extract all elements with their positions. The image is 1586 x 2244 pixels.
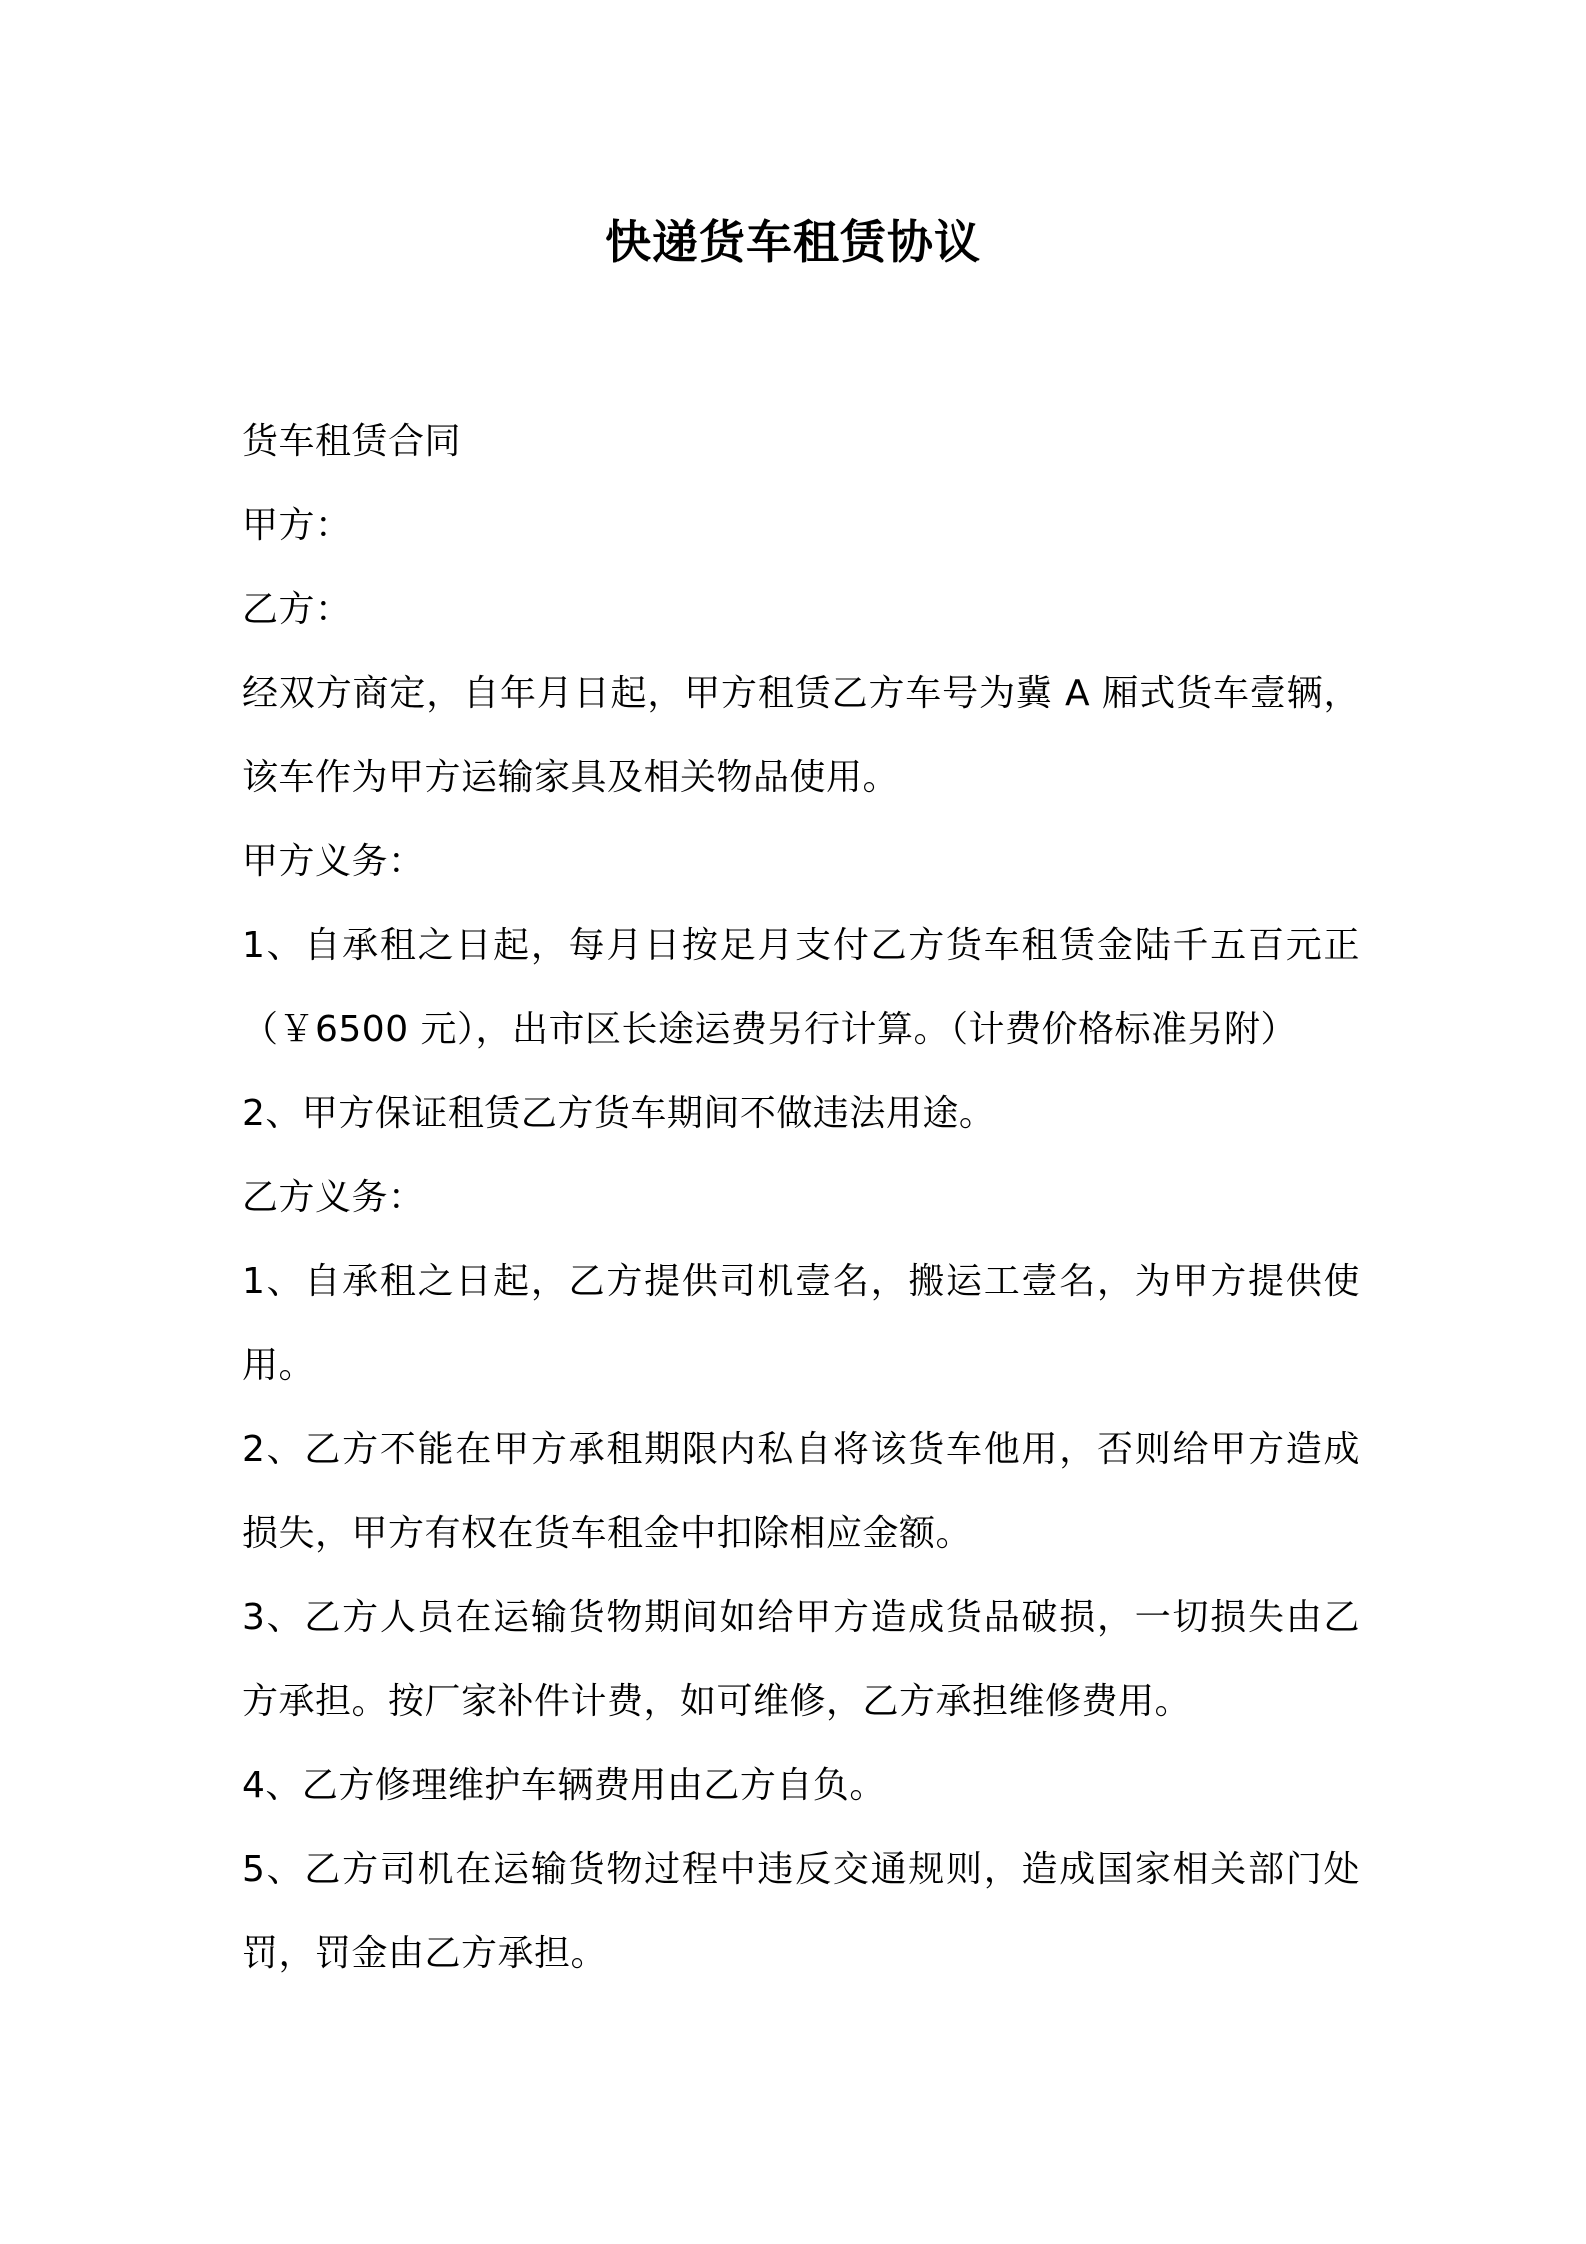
paragraph-contract-heading: 货车租赁合同 (242, 421, 462, 462)
paragraph-party-b-duty-4: 4、乙方修理维护车辆费用由乙方自负。 (242, 1765, 886, 1806)
document-title: 快递货车租赁协议 (605, 215, 981, 269)
paragraph-party-a-duty-1: 1、自承租之日起，每月日按足月支付乙方货车租赁金陆千五百元正（￥6500 元），出市区长途运费另行计算。（计费价格标准另附） (242, 925, 1360, 1050)
paragraph-party-b-duty-2: 2、乙方不能在甲方承租期限内私自将该货车他用，否则给甲方造成损失，甲方有权在货车租金中扣除相应金额。 (242, 1429, 1360, 1554)
paragraph-party-a: 甲方： (242, 505, 352, 546)
paragraph-party-a-duty-2: 2、甲方保证租赁乙方货车期间不做违法用途。 (242, 1093, 996, 1134)
paragraph-party-b-duty-3: 3、乙方人员在运输货物期间如给甲方造成货品破损，一切损失由乙方承担。按厂家补件计费，如可维修，乙方承担维修费用。 (242, 1597, 1360, 1722)
paragraph-party-a-duties-heading: 甲方义务： (242, 841, 425, 882)
paragraph-party-b: 乙方： (242, 589, 352, 630)
paragraph-party-b-duty-5: 5、乙方司机在运输货物过程中违反交通规则，造成国家相关部门处罚，罚金由乙方承担。 (242, 1849, 1360, 1974)
paragraph-party-b-duties-heading: 乙方义务： (242, 1177, 425, 1218)
paragraph-party-b-duty-1: 1、自承租之日起，乙方提供司机壹名，搬运工壹名，为甲方提供使用。 (242, 1261, 1360, 1386)
document-body (242, 400, 1360, 1996)
paragraph-agreement: 经双方商定，自年月日起，甲方租赁乙方车号为冀 A 厢式货车壹辆，该车作为甲方运输家具及相关物品使用。 (242, 673, 1360, 798)
